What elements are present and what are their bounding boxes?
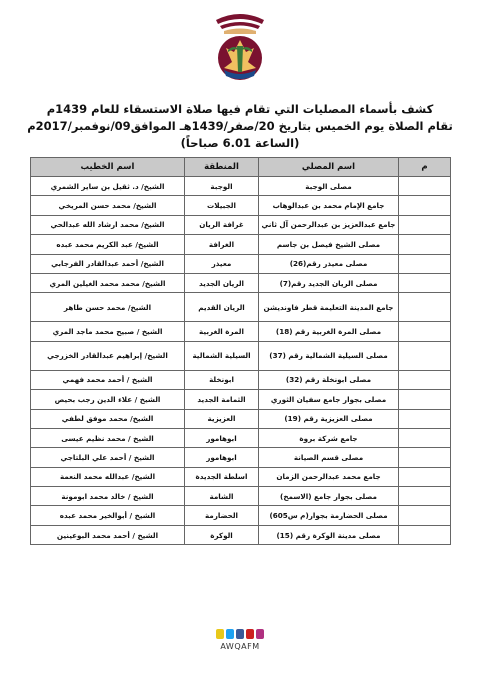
cell-num: [399, 322, 451, 341]
cell-khateeb: الشيخ / صبيح محمد ماجد المري: [31, 322, 185, 341]
cell-khateeb: الشيخ/ محمد ارشاد الله عبدالحي: [31, 215, 185, 234]
cell-mosque: مصلى ابونخلة رقم (32): [259, 370, 399, 389]
social-icons: [216, 629, 264, 641]
cell-num: [399, 254, 451, 273]
cell-khateeb: الشيخ/ د. ثقيل بن ساير الشمري: [31, 177, 185, 196]
table-row: [31, 448, 451, 467]
header-num: م: [399, 158, 451, 177]
cell-khateeb: الشيخ/ محمد حسن طاهر: [31, 293, 185, 322]
cell-num: [399, 177, 451, 196]
table-row: [31, 525, 451, 544]
table-row: [31, 273, 451, 292]
cell-num: [399, 506, 451, 525]
cell-area: غرافة الريان: [185, 215, 259, 234]
snapchat-icon[interactable]: [216, 629, 224, 639]
cell-mosque: جامع الإمام محمد بن عبدالوهاب: [259, 196, 399, 215]
cell-num: [399, 196, 451, 215]
cell-mosque: مصلى قسم الصيانة: [259, 448, 399, 467]
cell-khateeb: الشيخ/ محمد حسن المريخي: [31, 196, 185, 215]
cell-area: ابوهامور: [185, 428, 259, 447]
cell-num: [399, 215, 451, 234]
cell-khateeb: الشيخ / محمد نظيم عيسى: [31, 428, 185, 447]
cell-num: [399, 370, 451, 389]
cell-khateeb: الشيخ / خالد محمد ابومونة: [31, 487, 185, 506]
instagram-icon[interactable]: [256, 629, 264, 639]
table-row: [31, 409, 451, 428]
cell-khateeb: الشيخ/ أحمد عبدالقادر الفرجابي: [31, 254, 185, 273]
cell-num: [399, 341, 451, 370]
heading-line-date: تقام الصلاة يوم الخميس بتاريخ 20/صفر/1439هـ الموافق09/نوفمبر/2017م: [27, 119, 453, 133]
cell-mosque: جامع محمد عبدالرحمن الزمان: [259, 467, 399, 486]
cell-mosque: جامع المدينة التعليمة قطر فاونديشن: [259, 293, 399, 322]
table-row: [31, 215, 451, 234]
table-row: [31, 370, 451, 389]
cell-area: الجبيلات: [185, 196, 259, 215]
document-heading: [20, 101, 460, 152]
table-row: [31, 487, 451, 506]
twitter-icon[interactable]: [226, 629, 234, 639]
cell-area: ابونخلة: [185, 370, 259, 389]
table-row: [31, 390, 451, 409]
heading-line-time: (الساعة 6.01 صباحاً): [180, 136, 300, 150]
youtube-icon[interactable]: [246, 629, 254, 639]
cell-mosque: مصلى بجوار جامع (الاسمخ): [259, 487, 399, 506]
cell-mosque: جامع شركة بروة: [259, 428, 399, 447]
cell-area: اسلطة الجديدة: [185, 467, 259, 486]
cell-mosque: مصلى مدينة الوكرة رقم (15): [259, 525, 399, 544]
table-row: [31, 254, 451, 273]
table-row: [31, 293, 451, 322]
cell-mosque: مصلى معيذر رقم(26): [259, 254, 399, 273]
cell-num: [399, 390, 451, 409]
cell-mosque: مصلى المرة الغربية رقم (18): [259, 322, 399, 341]
cell-khateeb: الشيخ / أحمد محمد البوعينين: [31, 525, 185, 544]
cell-khateeb: الشيخ/ إبراهيم عبدالقادر الخزرجي: [31, 341, 185, 370]
cell-khateeb: الشيخ / أحمد علي البلتاجي: [31, 448, 185, 467]
cell-area: الوكرة: [185, 525, 259, 544]
table-row: [31, 196, 451, 215]
brand-handle: AWQAFM: [220, 642, 260, 651]
cell-khateeb: الشيخ/ عبدالله محمد النعمة: [31, 467, 185, 486]
cell-num: [399, 293, 451, 322]
cell-mosque: مصلى الوجبة: [259, 177, 399, 196]
cell-area: ابوهامور: [185, 448, 259, 467]
cell-area: معيذر: [185, 254, 259, 273]
table-header-row: [31, 158, 451, 177]
table-row: [31, 506, 451, 525]
cell-area: الوجبة: [185, 177, 259, 196]
cell-area: الثمامة الجديد: [185, 390, 259, 409]
facebook-icon[interactable]: [236, 629, 244, 639]
cell-num: [399, 428, 451, 447]
cell-num: [399, 409, 451, 428]
table-row: [31, 467, 451, 486]
cell-num: [399, 487, 451, 506]
cell-area: السيلية الشمالية: [185, 341, 259, 370]
qatar-awqaf-crest: [190, 6, 290, 96]
cell-area: الريان القديم: [185, 293, 259, 322]
table-row: [31, 341, 451, 370]
cell-num: [399, 525, 451, 544]
cell-mosque: مصلى الريان الجديد رقم(7): [259, 273, 399, 292]
cell-num: [399, 448, 451, 467]
header-area: المنطقة: [185, 158, 259, 177]
cell-num: [399, 467, 451, 486]
cell-khateeb: الشيخ/ محمد موفق لطفي: [31, 409, 185, 428]
cell-area: الريان الجديد: [185, 273, 259, 292]
cell-khateeb: الشيخ / أبوالخير محمد عبده: [31, 506, 185, 525]
cell-mosque: مصلى بجوار جامع سفيان الثوري: [259, 390, 399, 409]
cell-mosque: جامع عبدالعزيز بن عبدالرحمن آل ثاني: [259, 215, 399, 234]
header-khateeb: اسم الخطيب: [31, 158, 185, 177]
cell-num: [399, 235, 451, 254]
cell-mosque: مصلى السيلية الشمالية رقم (37): [259, 341, 399, 370]
cell-mosque: مصلى الحضارمة بجوار(م س605): [259, 506, 399, 525]
cell-area: الشامة: [185, 487, 259, 506]
cell-area: المرة الغربية: [185, 322, 259, 341]
mosques-table: [30, 157, 451, 545]
table-row: [31, 235, 451, 254]
cell-num: [399, 273, 451, 292]
cell-area: الحضارمة: [185, 506, 259, 525]
table-body: [31, 177, 451, 545]
cell-khateeb: الشيخ / علاء الدين رجب بحيص: [31, 390, 185, 409]
cell-area: الغرافة: [185, 235, 259, 254]
table-row: [31, 322, 451, 341]
cell-khateeb: الشيخ/ عبد الكريم محمد عبده: [31, 235, 185, 254]
heading-line-title: كشف بأسماء المصليات التي تقام فيها صلاة الاستسقاء للعام 1439م: [46, 102, 434, 116]
cell-khateeb: الشيخ / أحمد محمد فهمي: [31, 370, 185, 389]
cell-area: العزيزية: [185, 409, 259, 428]
header-mosque: اسم المصلي: [259, 158, 399, 177]
cell-mosque: مصلى الشيخ فيصل بن جاسم: [259, 235, 399, 254]
table-row: [31, 177, 451, 196]
table-row: [31, 428, 451, 447]
cell-mosque: مصلى العزيزية رقم (19): [259, 409, 399, 428]
cell-khateeb: الشيخ/ محمد محمد الغيلين المري: [31, 273, 185, 292]
